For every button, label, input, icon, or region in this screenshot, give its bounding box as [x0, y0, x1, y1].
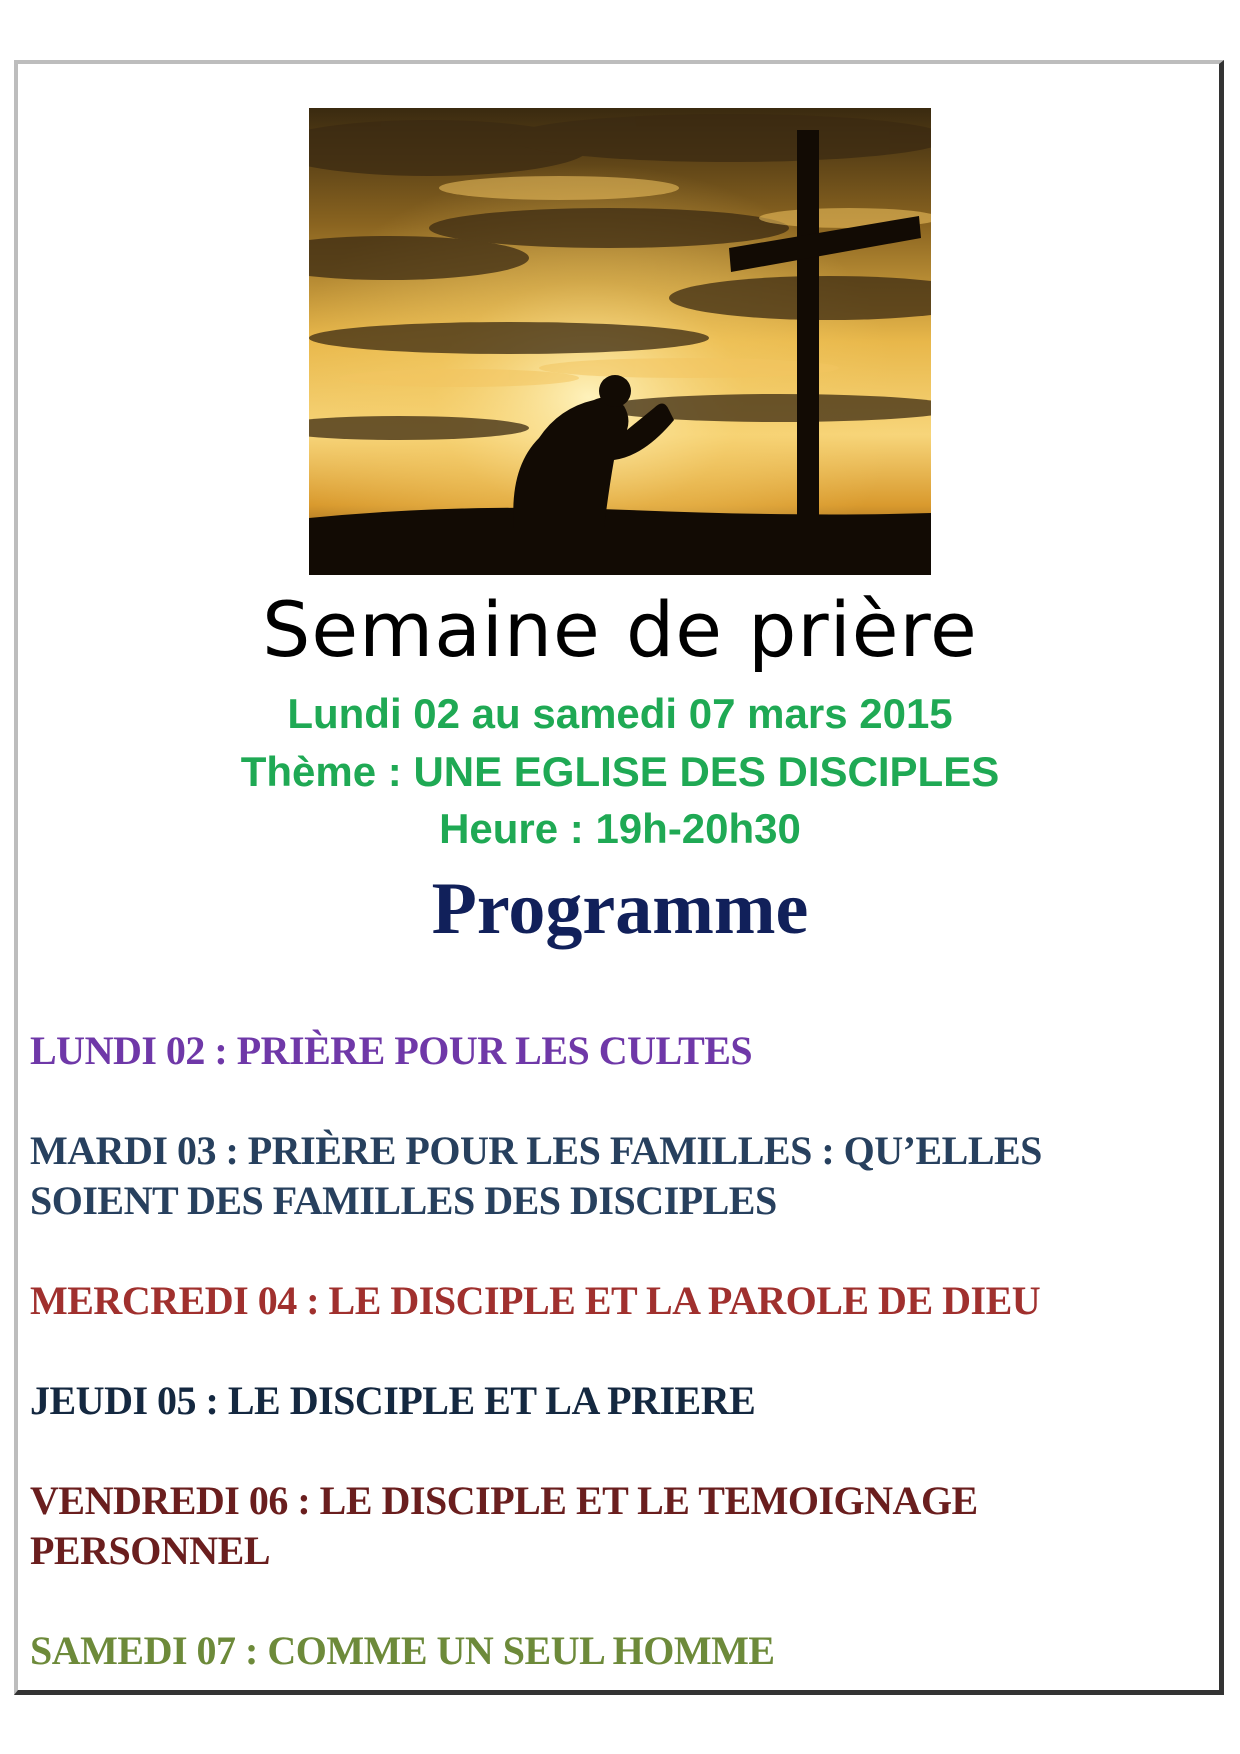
page-title: Semaine de prière [262, 585, 978, 674]
event-dates: Lundi 02 au samedi 07 mars 2015 [287, 690, 953, 737]
schedule-item: SAMEDI 07 : COMME UN SEUL HOMME [30, 1628, 775, 1673]
event-theme: Thème : UNE EGLISE DES DISCIPLES [240, 748, 1000, 795]
program-heading: Programme [431, 868, 809, 950]
sunset-cross-illustration [309, 108, 931, 575]
schedule-item: VENDREDI 06 : LE DISCIPLE ET LE TEMOIGNAGE PERSONNEL [30, 1478, 978, 1573]
schedule-item: MERCREDI 04 : LE DISCIPLE ET LA PAROLE DE DIEU [30, 1278, 1041, 1323]
event-time: Heure : 19h-20h30 [439, 805, 801, 852]
schedule-item: JEUDI 05 : LE DISCIPLE ET LA PRIERE [30, 1378, 756, 1423]
schedule-item: MARDI 03 : PRIÈRE POUR LES FAMILLES : QU’ELLES SOIENT DES FAMILLES DES DISCIPLES [30, 1128, 1042, 1223]
cross-prayer-image [309, 108, 931, 575]
schedule-item: LUNDI 02 : PRIÈRE POUR LES CULTES [30, 1028, 753, 1073]
